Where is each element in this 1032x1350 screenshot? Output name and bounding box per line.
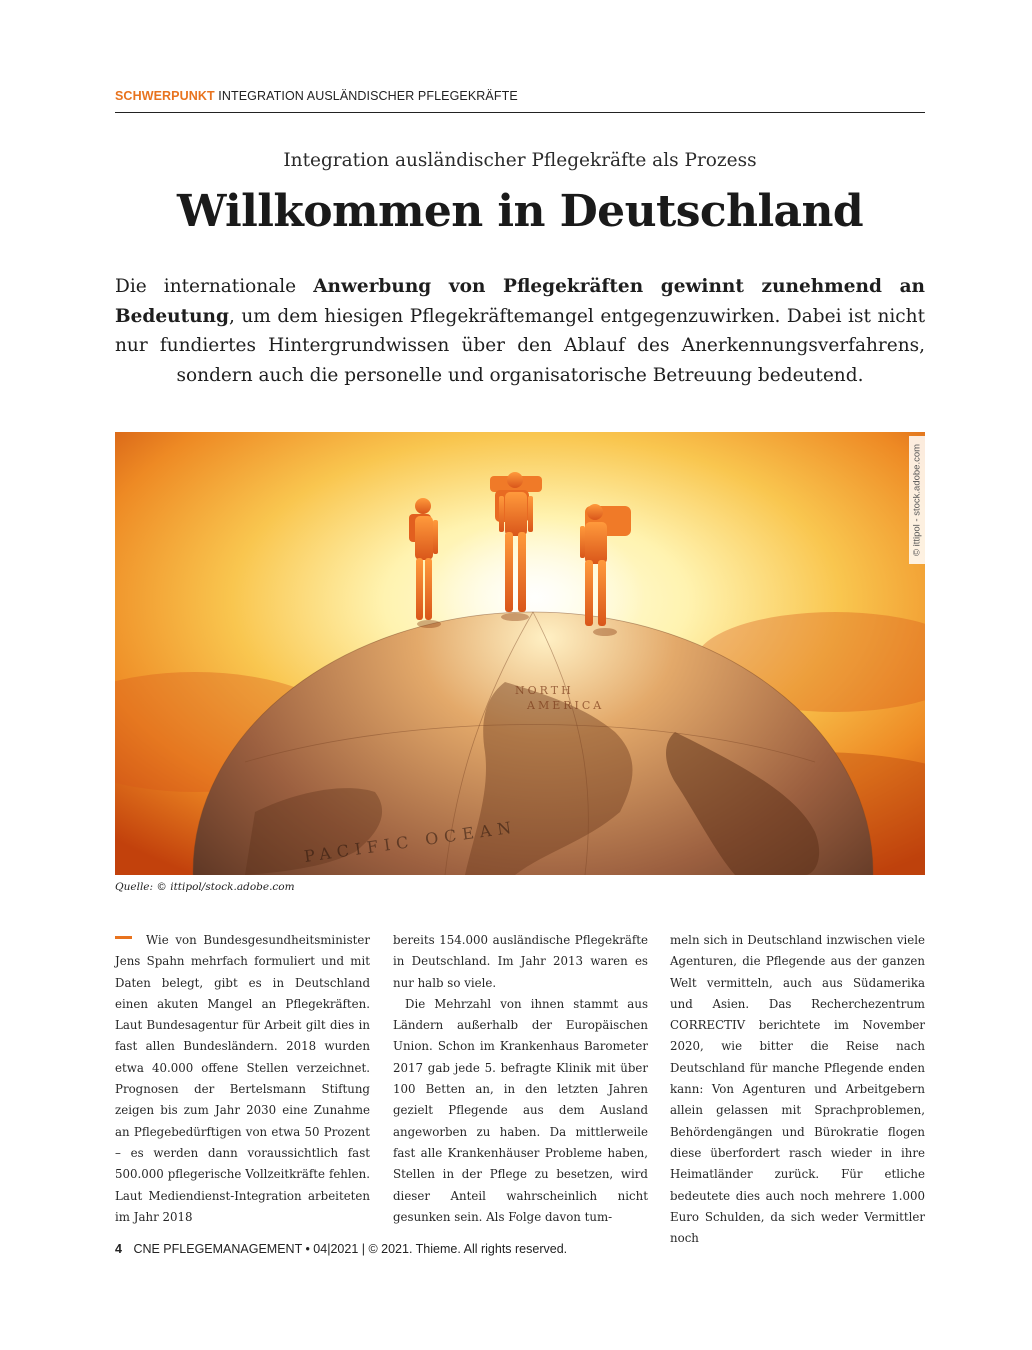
body-column-2 [393,930,648,1228]
globe-label-ocean: PACIFIC OCEAN [302,817,519,866]
body-paragraph [115,930,370,1228]
body-paragraph: bereits 154.000 ausländische Pflegekräfte in Deutschland. Im Jahr 2013 waren es nur halb so viele. [393,933,648,990]
article-lead [115,272,925,390]
body-paragraph: Die Mehrzahl von ihnen stammt aus Ländern außerhalb der Europäischen Union. Schon im Krankenhaus Barometer 2017 gab jede 5. befragte Klinik mit über 100 Betten an, in den letzten Jahren gezielt Pflegende aus dem Ausland angeworben zu haben. Da mittlerweile fast alle Krankenhäuser Probleme haben, Stellen in der Pflege zu besetzen, wird dieser Anteil wahrscheinlich nicht gesunken sein. Als Folge davon tum- [393,996,648,1224]
section-topic: INTEGRATION AUSLÄNDISCHER PFLEGEKRÄFTE [218,89,518,103]
body-column-1 [115,930,370,1228]
section-label: SCHWERPUNKT [115,89,215,103]
lead-intro: Die internationale [115,276,314,297]
globe-label-north: NORTH [515,684,574,697]
hero-image [115,432,925,875]
lead-rest: , um dem hiesigen Pflegekräftemangel entgegenzuwirken. Dabei ist nicht nur fundiertes Hintergrundwissen über den Ablauf des Anerkennungsverfahrens, sondern auch die personelle und organisatorische Betreuung bedeutend. [115,305,925,386]
globe-label-america: AMERICA [527,699,605,712]
body-text: Wie von Bundesgesundheitsminister Jens Spahn mehrfach formuliert und mit Daten belegt, gibt es in Deutschland einen akuten Mangel an Pflegekräften. Laut Bundesagentur für Arbeit gilt dies in fast allen Bundesländern. 2018 wurden etwa 40.000 offene Stellen verzeichnet. Prognosen der Bertelsmann Stiftung zeigen bis zum Jahr 2030 eine Zunahme an Pflegebedürftigen von etwa 50 Prozent – es werden dann voraussichtlich fast 500.000 pflegerische Vollzeitkräfte fehlen. Laut Mediendienst-Integration arbeiteten im Jahr 2018 [115,933,370,1224]
image-credit-vertical [909,436,925,564]
article-title: Willkommen in Deutschland [176,186,864,237]
header-rule [115,112,925,113]
image-caption: Quelle: © ittipol/stock.adobe.com [115,881,295,893]
body-paragraph: meln sich in Deutschland inzwischen viele Agenturen, die Pflegende aus der ganzen Welt vermitteln, auch aus Südamerika und Asien. Das Recherchezentrum CORRECTIV berichtete im November 2020, wie bitter die Reise nach Deutschland für manche Pflegende enden kann: Von Agenturen und Arbeitgebern allein gelassen mit Sprachproblemen, Behördengängen und Bürokratie flogen diese überfordert rasch wieder in ihre Heimatländer zurück. Für etliche bedeutete dies auch noch mehrere 1.000 Euro Schulden, da sich weder Vermittler noch [670,933,925,1246]
page-footer [115,1242,567,1256]
page-number: 4 [115,1242,122,1256]
globe-travellers-illustration [115,432,925,875]
running-header [115,89,925,103]
article-kicker: Integration ausländischer Pflegekräfte als Prozess [283,150,757,171]
section-dash-marker [115,936,132,939]
lead-emphasis: Anwerbung von Pflegekräften gewinnt zunehmend an Bedeutung [115,276,926,327]
body-column-3 [670,930,925,1249]
footer-text: CNE PFLEGEMANAGEMENT • 04|2021 | © 2021. Thieme. All rights reserved. [133,1242,568,1256]
image-credit-text: © ittipol - stock.adobe.com [911,443,923,557]
